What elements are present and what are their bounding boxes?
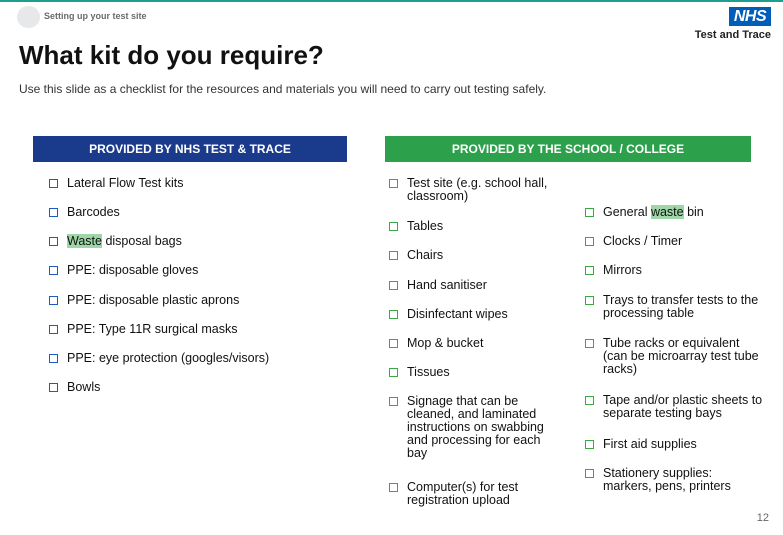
checkbox-icon: [585, 440, 594, 449]
list-item: Mop & bucket: [389, 337, 483, 350]
checkbox-icon: [389, 310, 398, 319]
list-item: Test site (e.g. school hall, classroom): [389, 177, 569, 203]
list-item: PPE: Type 11R surgical masks: [49, 323, 237, 336]
list-item: Bowls: [49, 381, 100, 394]
highlighted-word: Waste: [67, 234, 102, 248]
highlighted-word: waste: [650, 205, 684, 219]
checkbox-icon: [585, 469, 594, 478]
checkbox-icon: [49, 266, 58, 275]
checkbox-icon: [49, 208, 58, 217]
list-item: General waste bin: [585, 206, 704, 219]
list-item: Computer(s) for test registration upload: [389, 481, 569, 507]
list-item: Tape and/or plastic sheets to separate testing bays: [585, 394, 770, 420]
checkbox-icon: [49, 296, 58, 305]
list-item: Tissues: [389, 366, 450, 379]
checkbox-icon: [49, 237, 58, 246]
checkbox-icon: [49, 179, 58, 188]
checkbox-icon: [389, 483, 398, 492]
list-item: Chairs: [389, 249, 443, 262]
checkbox-icon: [389, 339, 398, 348]
checkbox-icon: [389, 251, 398, 260]
checkbox-icon: [49, 325, 58, 334]
list-item: Barcodes: [49, 206, 120, 219]
list-item: Tables: [389, 220, 443, 233]
page-title: What kit do you require?: [19, 40, 324, 70]
list-item: PPE: disposable gloves: [49, 264, 198, 277]
list-item: First aid supplies: [585, 438, 697, 451]
checkbox-icon: [389, 397, 398, 406]
list-item: Signage that can be cleaned, and laminated instructions on swabbing and processing for each bay: [389, 395, 569, 460]
top-accent-line: [0, 0, 783, 2]
checkbox-icon: [389, 222, 398, 231]
checkbox-icon: [389, 368, 398, 377]
checkbox-icon: [585, 237, 594, 246]
list-item: Hand sanitiser: [389, 279, 487, 292]
checkbox-icon: [585, 296, 594, 305]
list-item: Lateral Flow Test kits: [49, 177, 183, 190]
list-item: Clocks / Timer: [585, 235, 682, 248]
nhs-column-heading: PROVIDED BY NHS TEST & TRACE: [33, 136, 347, 162]
list-item: Stationery supplies: markers, pens, printers: [585, 467, 770, 493]
checkbox-icon: [389, 179, 398, 188]
section-marker: [17, 6, 40, 28]
page-number: 12: [756, 512, 769, 524]
list-item: PPE: eye protection (googles/visors): [49, 352, 269, 365]
list-item: Disinfectant wipes: [389, 308, 508, 321]
checkbox-icon: [585, 208, 594, 217]
nhs-logo-subtitle: Test and Trace: [694, 29, 771, 41]
list-item: Waste disposal bags: [49, 235, 182, 248]
checkbox-icon: [585, 339, 594, 348]
checkbox-icon: [389, 281, 398, 290]
list-item: Tube racks or equivalent (can be microarray test tube racks): [585, 337, 770, 376]
list-item: PPE: disposable plastic aprons: [49, 294, 239, 307]
page-subtitle: Use this slide as a checklist for the resources and materials you will need to carry out testing safely.: [19, 82, 547, 96]
checkbox-icon: [585, 266, 594, 275]
checkbox-icon: [585, 396, 594, 405]
checkbox-icon: [49, 383, 58, 392]
nhs-logo: NHS: [729, 7, 771, 26]
school-column-heading: PROVIDED BY THE SCHOOL / COLLEGE: [385, 136, 751, 162]
checkbox-icon: [49, 354, 58, 363]
list-item: Trays to transfer tests to the processing table: [585, 294, 770, 320]
list-item: Mirrors: [585, 264, 642, 277]
section-label: Setting up your test site: [44, 11, 147, 21]
